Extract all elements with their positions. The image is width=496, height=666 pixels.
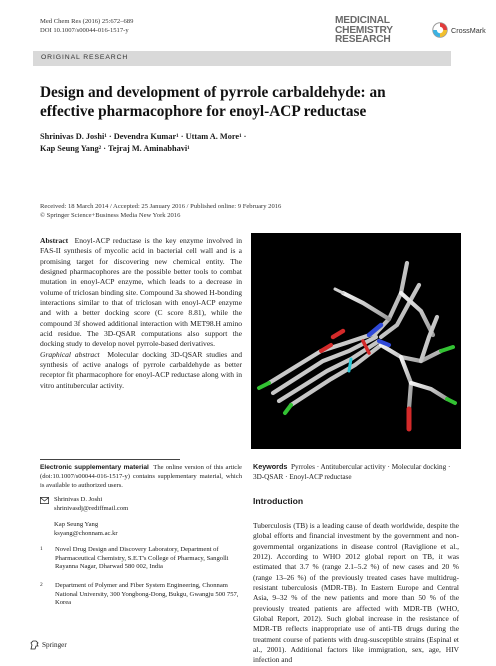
graphical-abstract-label: Graphical abstract	[40, 349, 100, 359]
esm-doi-link[interactable]: doi:10.1007/s00044-016-1517-y	[42, 472, 128, 480]
corresponding-authors	[40, 496, 242, 538]
abstract	[40, 236, 242, 391]
author-list	[40, 131, 440, 155]
keywords	[253, 462, 458, 482]
crossmark-badge[interactable]	[432, 22, 486, 38]
affiliation	[40, 582, 242, 608]
affiliation-text: Novel Drug Design and Discovery Laboratory, Department of Pharmaceutical Chemistry, S.E.T's College of Pharmacy, Sangolli Rayanna Nagar, Dharwad 580 002, India	[55, 546, 229, 571]
article-title: Design and development of pyrrole carbaldehyde: an effective pharmacophore for enoyl-ACP reductase	[40, 84, 386, 120]
graphical-abstract-figure	[251, 233, 461, 449]
contact-email[interactable]: shrinivasdj@rediffmail.com	[54, 504, 129, 512]
authors-line: Shrinivas D. Joshi¹ · Devendra Kumar¹ · Uttam A. More¹ ·	[40, 132, 247, 141]
contact-email[interactable]: ksyang@chonnam.ac.kr	[54, 529, 118, 537]
affiliation-text: Department of Polymer and Fiber System Engineering, Chonnam National University, 300 Yongbong-Dong, Bukgu, Gwangju 500 757, Korea	[55, 582, 239, 607]
esm-text-before: The online version of this article (	[40, 464, 242, 480]
contact-name: Kap Seung Yang	[54, 521, 99, 529]
crossmark-label: CrossMark	[451, 25, 486, 35]
section-heading-introduction: Introduction	[253, 496, 304, 506]
journal-logo-line: CHEMISTRY	[335, 24, 393, 36]
journal-logo	[335, 16, 430, 45]
keywords-text: Pyrroles · Antitubercular activity · Molecular docking · 3D-QSAR · Enoyl-ACP reductase	[253, 463, 451, 481]
article-doi[interactable]: DOI 10.1007/s00044-016-1517-y	[40, 27, 129, 34]
dates-line: Received: 18 March 2014 / Accepted: 25 January 2016 / Published online: 9 February 2016	[40, 203, 282, 210]
keywords-label: Keywords	[253, 462, 288, 471]
esm-note	[40, 464, 242, 490]
authors-line: Kap Seung Yang² · Tejraj M. Aminabhavi¹	[40, 144, 190, 153]
publication-dates	[40, 202, 460, 220]
publisher-name: Springer	[42, 641, 67, 649]
article-type-band	[33, 51, 451, 66]
affiliation-number: 2	[40, 582, 43, 588]
affiliation-number: 1	[40, 546, 43, 552]
esm-label: Electronic supplementary material	[40, 464, 149, 471]
introduction-text: Tuberculosis (TB) is a leading cause of death worldwide, despite the global efforts and financial investment by the government and non-governmental organizations in disease control (Raviglione et al., 2012). According to WHO 2012 global report on TB, it was estimated that 3.7 % (range 2.1–5.2 %) of new cases and 20 % (range 13–26 %) of the previously treated cases have multidrug-resistant tuberculosis (MDR-TB). In Eastern Europe and Central Asia, 9–32 % of the new patients and more than 50 % of the previously treated patients are affected with MDR-TB (WHO, Global Report, 2012). Such global increase in the resistance of MDR-TB reflects inappropriate use of anti-TB drugs during the treatment course of patients with drug-susceptible strains (Espinal et al., 2001). Additional factors like immigration, sex, age, HIV infection and	[253, 521, 459, 665]
journal-logo-line: RESEARCH	[335, 34, 391, 46]
crossmark-icon	[432, 22, 448, 38]
footnote-divider	[40, 459, 180, 460]
docking-molecule-image	[251, 233, 461, 449]
publisher-footer	[30, 640, 67, 650]
contact-name: Shrinivas D. Joshi	[54, 496, 103, 503]
affiliation	[40, 546, 242, 572]
abstract-text: Enoyl-ACP reductase is the key enzyme involved in FAS-II synthesis of mycolic acid in bacterial cell wall and is a promising target for discovering new chemical entity. The designed pharmacophores are the possible better tools to combat mutation in enoyl-ACP enzyme, which leads to a decrease in volume of triclosan binding site. Compound 3a showed H-bonding interactions similar to that of triclosan with enoyl-ACP enzyme and with a better docking score (C score 8.81), while the compound 3f showed additional interaction with MET98.H amino acid residue. The 3D-QSAR computations also support the docking study to develop novel pyrrole-based derivatives.	[40, 236, 242, 349]
abstract-label: Abstract	[40, 236, 69, 245]
journal-logo-line: MEDICINAL	[335, 15, 390, 26]
journal-citation: Med Chem Res (2016) 25:672–689	[40, 18, 134, 25]
graphical-abstract-text: Molecular docking 3D-QSAR studies and synthesis of active analogs of pyrrole carbaldehyde as better receptor fit pharmacophore for enoyl-ACP reductase along with in vitro antitubercular activity.	[40, 349, 242, 390]
envelope-icon	[40, 497, 49, 504]
springer-horse-icon	[30, 640, 39, 650]
article-type: ORIGINAL RESEARCH	[41, 54, 129, 61]
esm-text-after: ) contains supplementary material, which is available to authorized users.	[40, 472, 242, 489]
copyright-line: © Springer Science+Business Media New York 2016	[40, 212, 181, 220]
